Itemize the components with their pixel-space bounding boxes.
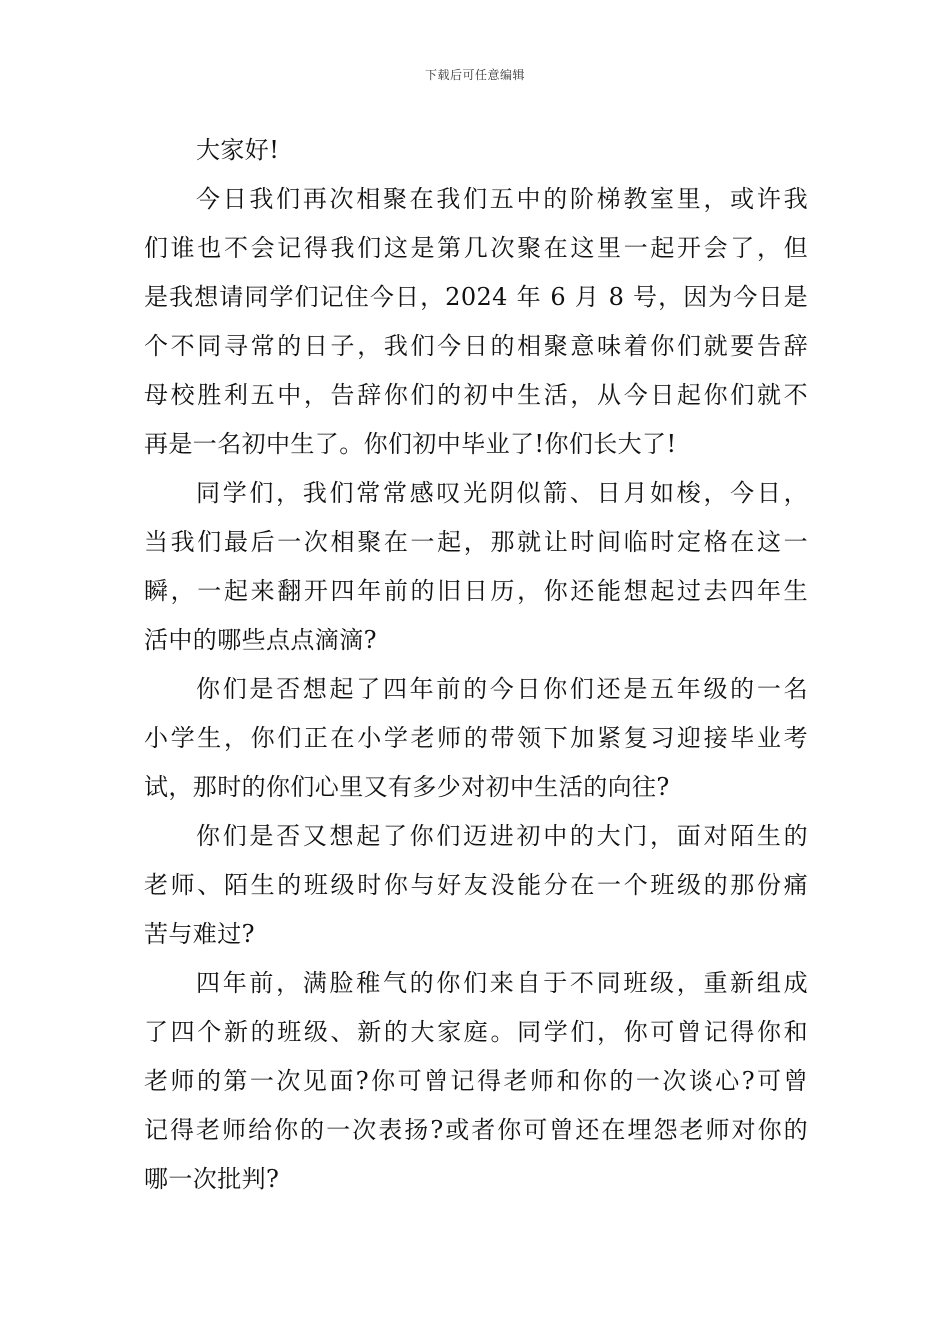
paragraph-line: 四年前，满脸稚气的你们来自于不同班级，重新组成 xyxy=(196,969,808,997)
document-body xyxy=(144,126,808,1204)
paragraph-line: 了四个新的班级、新的大家庭。同学们，你可曾记得你和 xyxy=(144,1018,808,1046)
paragraph-line: 同学们，我们常常感叹光阴似箭、日月如梭，今日， xyxy=(196,479,808,507)
paragraph-line: 你们是否又想起了你们迈进初中的大门，面对陌生的 xyxy=(196,822,808,850)
paragraph xyxy=(144,665,808,812)
paragraph-line: 个不同寻常的日子，我们今日的相聚意味着你们就要告辞 xyxy=(144,332,808,360)
paragraph xyxy=(144,175,808,469)
paragraph-line: 瞬，一起来翻开四年前的旧日历，你还能想起过去四年生 xyxy=(144,577,808,605)
paragraph-line: 苦与难过? xyxy=(144,920,255,948)
paragraph-line: 记得老师给你的一次表扬?或者你可曾还在埋怨老师对你的 xyxy=(144,1116,808,1144)
paragraph-line: 试，那时的你们心里又有多少对初中生活的向往? xyxy=(144,773,670,801)
paragraph xyxy=(144,812,808,959)
paragraph-line: 母校胜利五中，告辞你们的初中生活，从今日起你们就不 xyxy=(144,381,808,409)
paragraph-line: 是我想请同学们记住今日，2024 年 6 月 8 号，因为今日是 xyxy=(144,283,808,311)
page-header: 下载后可任意编辑 xyxy=(424,68,525,82)
paragraph-line: 大家好! xyxy=(196,136,280,164)
paragraph-line: 活中的哪些点点滴滴? xyxy=(144,626,377,654)
paragraph-line: 再是一名初中生了。你们初中毕业了!你们长大了! xyxy=(144,430,677,458)
paragraph-line: 们谁也不会记得我们这是第几次聚在这里一起开会了，但 xyxy=(144,234,808,262)
paragraph-line: 当我们最后一次相聚在一起，那就让时间临时定格在这一 xyxy=(144,528,808,556)
paragraph xyxy=(144,469,808,665)
paragraph-line: 老师的第一次见面?你可曾记得老师和你的一次谈心?可曾 xyxy=(144,1067,808,1095)
paragraph-line: 你们是否想起了四年前的今日你们还是五年级的一名 xyxy=(196,675,808,703)
paragraph-greeting xyxy=(144,126,808,175)
paragraph-line: 今日我们再次相聚在我们五中的阶梯教室里，或许我 xyxy=(196,185,808,213)
paragraph-line: 哪一次批判? xyxy=(144,1165,280,1193)
paragraph-line: 老师、陌生的班级时你与好友没能分在一个班级的那份痛 xyxy=(144,871,808,899)
paragraph-line: 小学生，你们正在小学老师的带领下加紧复习迎接毕业考 xyxy=(144,724,808,752)
paragraph xyxy=(144,959,808,1204)
